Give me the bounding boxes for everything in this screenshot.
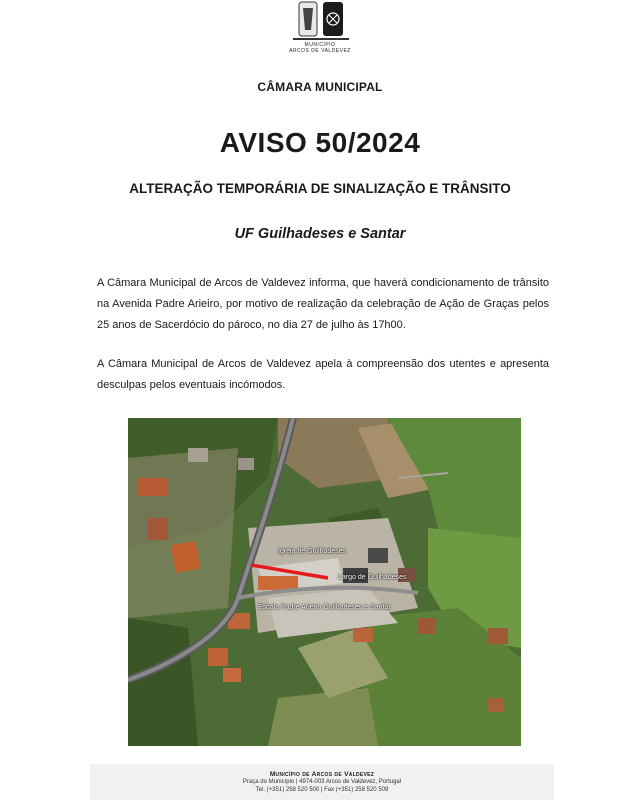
logo-caption-line2: ARCOS DE VALDEVEZ (289, 48, 351, 54)
map-label-church: Igreja de Guilhadeses (278, 548, 347, 555)
logo-caption-line1: MUNICÍPIO (304, 42, 336, 48)
organization-heading: CÂMARA MUNICIPAL (257, 80, 383, 94)
footer-line-2: Praça do Município | 4974-003 Arcos de Valdevez, Portugal (242, 779, 402, 785)
notice-paragraph-2: A Câmara Municipal de Arcos de Valdevez apela à compreensão dos utentes e apresenta desculpas pelos eventuais incómodos. (97, 358, 549, 391)
logo-caption (270, 42, 370, 54)
notice-paragraph-1: A Câmara Municipal de Arcos de Valdevez informa, que haverá condicionamento de trânsito na Avenida Padre Arieiro, por motivo de realização da celebração de Ação de Graças pelos 25 anos de Sacerdócio do pároco, no dia 27 de julho às 17h00. (97, 277, 549, 331)
footer (90, 764, 554, 800)
aerial-map (128, 418, 521, 746)
map-label-school: Escola Padre Arieiro Guilhadeses e Santar (258, 604, 391, 611)
notice-subtitle: ALTERAÇÃO TEMPORÁRIA DE SINALIZAÇÃO E TRÂNSITO (129, 181, 511, 196)
footer-line-3: Tel. (+351) 258 520 500 | Fax (+351) 258 520 509 (255, 787, 389, 793)
notice-title: AVISO 50/2024 (219, 127, 421, 158)
notice-area: UF Guilhadeses e Santar (234, 226, 406, 242)
map-label-square: Largo de Guilhadeses (338, 574, 407, 581)
footer-line-1: Município de Arcos de Valdevez (269, 771, 375, 778)
